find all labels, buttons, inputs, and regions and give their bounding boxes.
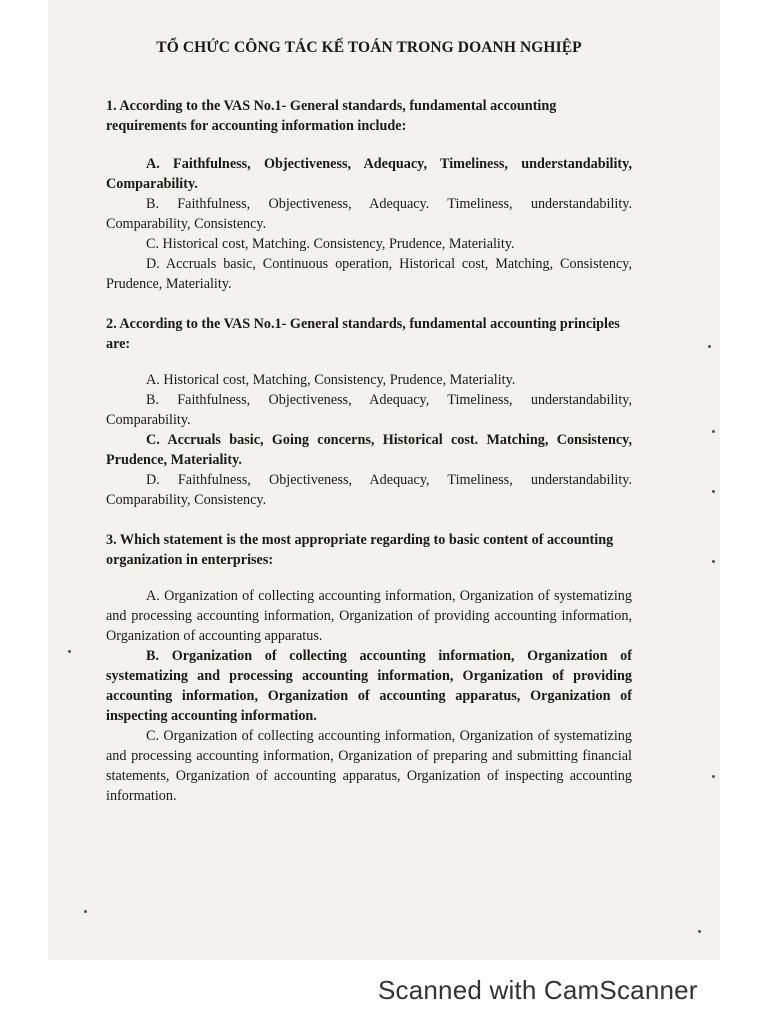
scan-speck [712, 430, 715, 433]
answer-option-b: B. Organization of collecting accounting information, Organization of systematizing and processing accounting information, Organization of providing accounting information, Organization of accounting apparatus, Organization of inspecting accounting information. [106, 648, 632, 724]
scan-speck [708, 345, 711, 348]
scan-speck [698, 930, 701, 933]
question-2 [106, 314, 632, 510]
scan-speck [712, 560, 715, 563]
scan-speck [68, 650, 71, 653]
answer-option-a: A. Faithfulness, Objectiveness, Adequacy, Timeliness, understandability, Comparability. [106, 156, 632, 192]
document-body [106, 38, 632, 824]
scanned-page [48, 0, 720, 960]
answer-option-d: D. Faithfulness, Objectiveness, Adequacy, Timeliness, understandability. Comparability, Consistency. [106, 472, 632, 508]
document-title: TỔ CHỨC CÔNG TÁC KẾ TOÁN TRONG DOANH NGHIỆP [156, 39, 582, 56]
question-1 [106, 96, 632, 294]
answer-option-c: C. Organization of collecting accounting information, Organization of systematizing and processing accounting information, Organization of preparing and submitting financial statements, Organization of accounting apparatus, Organization of inspecting accounting information. [106, 728, 632, 804]
question-text: 3. Which statement is the most appropriate regarding to basic content of accounting organization in enterprises: [106, 532, 614, 568]
scan-speck [712, 775, 715, 778]
answer-option-b: B. Faithfulness, Objectiveness, Adequacy, Timeliness, understandability, Comparability. [106, 392, 632, 428]
answer-option-d: D. Accruals basic, Continuous operation, Historical cost, Matching, Consistency, Prudence, Materiality. [106, 256, 632, 292]
question-text: 2. According to the VAS No.1- General standards, fundamental accounting principles are: [106, 316, 620, 352]
answer-option-a: A. Organization of collecting accounting information, Organization of systematizing and processing accounting information, Organization of providing accounting information, Organization of accounting apparatus. [106, 588, 632, 644]
question-3 [106, 530, 632, 806]
answer-option-c: C. Accruals basic, Going concerns, Historical cost. Matching, Consistency, Prudence, Materiality. [106, 432, 632, 468]
answer-option-c: C. Historical cost, Matching. Consistency, Prudence, Materiality. [146, 236, 515, 252]
scan-speck [84, 910, 87, 913]
answer-option-a: A. Historical cost, Matching, Consistency, Prudence, Materiality. [146, 372, 516, 388]
scan-speck [712, 490, 715, 493]
camscanner-watermark: Scanned with CamScanner [378, 975, 698, 1005]
question-text: 1. According to the VAS No.1- General standards, fundamental accounting requirements for accounting information include: [106, 98, 557, 134]
answer-option-b: B. Faithfulness, Objectiveness, Adequacy. Timeliness, understandability. Comparability, Consistency. [106, 196, 632, 232]
